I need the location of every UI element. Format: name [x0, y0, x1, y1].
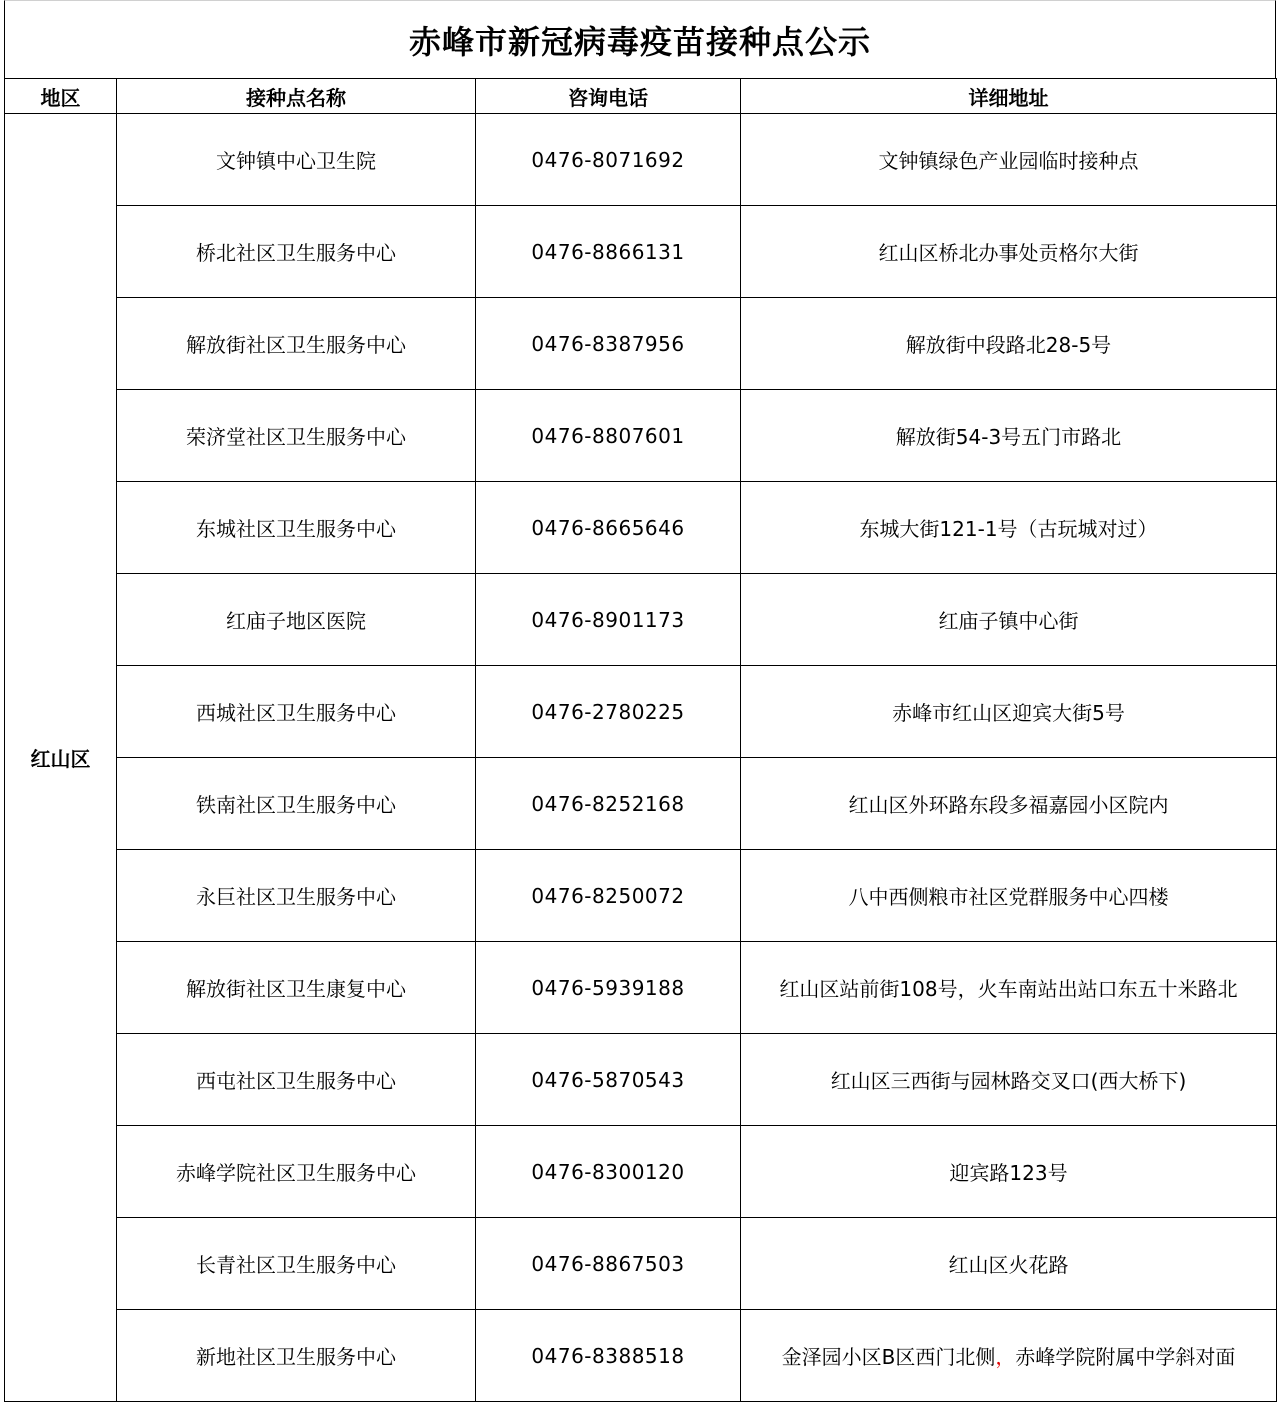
- site-name-cell: 西城社区卫生服务中心: [117, 666, 476, 758]
- table-row: [5, 206, 1277, 298]
- address-part: 赤峰学院附属中学斜对面: [1015, 1345, 1236, 1369]
- phone-cell: 0476-8071692: [476, 114, 741, 206]
- address-cell: 解放街中段路北28-5号: [741, 298, 1277, 390]
- table-row: [5, 298, 1277, 390]
- address-cell: 文钟镇绿色产业园临时接种点: [741, 114, 1277, 206]
- table-row: [5, 1034, 1277, 1126]
- address-cell: [741, 1310, 1277, 1402]
- table-row: [5, 114, 1277, 206]
- table-row: [5, 574, 1277, 666]
- site-name-cell: 永巨社区卫生服务中心: [117, 850, 476, 942]
- address-cell: 东城大街121-1号（古玩城对过）: [741, 482, 1277, 574]
- header-phone: 咨询电话: [476, 79, 741, 114]
- site-name-cell: 铁南社区卫生服务中心: [117, 758, 476, 850]
- table-row: [5, 758, 1277, 850]
- address-part: 金泽园小区B区西门北侧: [781, 1345, 996, 1369]
- table-row: [5, 482, 1277, 574]
- address-cell: 红山区三西街与园林路交叉口(西大桥下): [741, 1034, 1277, 1126]
- address-cell: 红庙子镇中心街: [741, 574, 1277, 666]
- page-title: 赤峰市新冠病毒疫苗接种点公示: [408, 22, 871, 61]
- phone-cell: 0476-5870543: [476, 1034, 741, 1126]
- table-row: [5, 1218, 1277, 1310]
- site-name-cell: 长青社区卫生服务中心: [117, 1218, 476, 1310]
- phone-cell: 0476-5939188: [476, 942, 741, 1034]
- address-cell: 赤峰市红山区迎宾大街5号: [741, 666, 1277, 758]
- table-row: [5, 850, 1277, 942]
- vaccination-sites-table: [4, 78, 1277, 1402]
- table-row: [5, 390, 1277, 482]
- header-region: 地区: [5, 79, 117, 114]
- address-cell: 迎宾路123号: [741, 1126, 1277, 1218]
- site-name-cell: 东城社区卫生服务中心: [117, 482, 476, 574]
- address-cell: 红山区站前街108号，火车南站出站口东五十米路北: [741, 942, 1277, 1034]
- address-cell: 红山区火花路: [741, 1218, 1277, 1310]
- phone-cell: 0476-8388518: [476, 1310, 741, 1402]
- site-name-cell: 新地社区卫生服务中心: [117, 1310, 476, 1402]
- phone-cell: 0476-8300120: [476, 1126, 741, 1218]
- region-cell: 红山区: [5, 114, 117, 1402]
- title-cell: [4, 0, 1276, 78]
- header-address: 详细地址: [741, 79, 1277, 114]
- address-separator: ，: [995, 1345, 1016, 1369]
- site-name-cell: 文钟镇中心卫生院: [117, 114, 476, 206]
- phone-cell: 0476-2780225: [476, 666, 741, 758]
- address-cell: 红山区外环路东段多福嘉园小区院内: [741, 758, 1277, 850]
- phone-cell: 0476-8867503: [476, 1218, 741, 1310]
- phone-cell: 0476-8665646: [476, 482, 741, 574]
- header-row: [5, 79, 1277, 114]
- address-cell: 八中西侧粮市社区党群服务中心四楼: [741, 850, 1277, 942]
- table-row: [5, 1310, 1277, 1402]
- header-site-name: 接种点名称: [117, 79, 476, 114]
- site-name-cell: 荣济堂社区卫生服务中心: [117, 390, 476, 482]
- phone-cell: 0476-8387956: [476, 298, 741, 390]
- site-name-cell: 桥北社区卫生服务中心: [117, 206, 476, 298]
- phone-cell: 0476-8866131: [476, 206, 741, 298]
- table-row: [5, 942, 1277, 1034]
- table-row: [5, 1126, 1277, 1218]
- phone-cell: 0476-8901173: [476, 574, 741, 666]
- address-cell: 解放街54-3号五门市路北: [741, 390, 1277, 482]
- table-row: [5, 666, 1277, 758]
- phone-cell: 0476-8250072: [476, 850, 741, 942]
- site-name-cell: 解放街社区卫生康复中心: [117, 942, 476, 1034]
- site-name-cell: 解放街社区卫生服务中心: [117, 298, 476, 390]
- address-cell: 红山区桥北办事处贡格尔大街: [741, 206, 1277, 298]
- site-name-cell: 西屯社区卫生服务中心: [117, 1034, 476, 1126]
- phone-cell: 0476-8807601: [476, 390, 741, 482]
- site-name-cell: 赤峰学院社区卫生服务中心: [117, 1126, 476, 1218]
- site-name-cell: 红庙子地区医院: [117, 574, 476, 666]
- phone-cell: 0476-8252168: [476, 758, 741, 850]
